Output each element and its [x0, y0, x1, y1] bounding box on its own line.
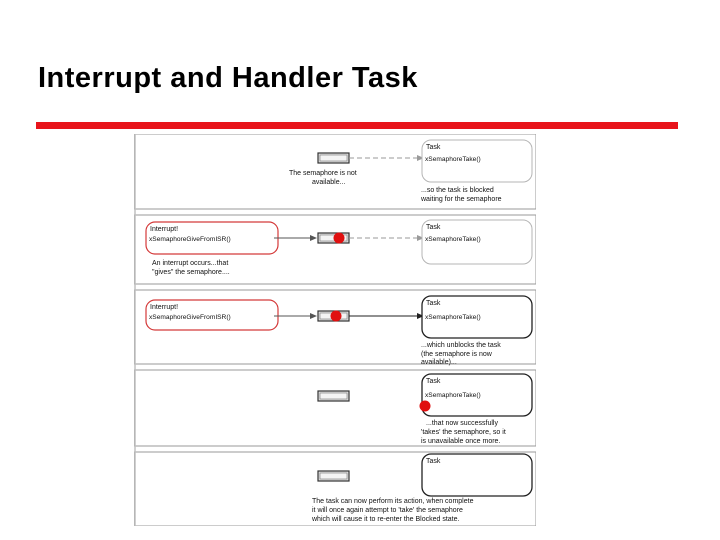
bottom-note-2: it will once again attempt to 'take' the semaphore: [312, 507, 463, 514]
panel-2: [146, 220, 532, 276]
isr-call: xSemaphoreGiveFromISR(): [149, 314, 231, 321]
panel-1: [289, 140, 532, 203]
bottom-note-3: which will cause it to re-enter the Blocked state.: [312, 516, 460, 523]
task-call: xSemaphoreTake(): [425, 392, 481, 399]
task-note-2: (the semaphore is now: [421, 351, 492, 358]
isr-note-1: An interrupt occurs...that: [152, 260, 229, 267]
task-label: Task: [426, 300, 441, 307]
title-underline: [36, 122, 678, 129]
bottom-note-1: The task can now perform its action, when complete: [312, 498, 474, 505]
isr-note-2: "gives" the semaphore....: [152, 269, 230, 276]
task-note-1: ...so the task is blocked: [421, 187, 494, 194]
panel-5: [311, 454, 532, 523]
task-note-1: ...which unblocks the task: [421, 342, 501, 349]
panel-4: [318, 374, 532, 445]
task-label: Task: [426, 458, 441, 465]
slide-title: Interrupt and Handler Task: [38, 62, 418, 94]
semaphore-note-2: available...: [312, 179, 346, 186]
task-call: xSemaphoreTake(): [425, 236, 481, 243]
task-call: xSemaphoreTake(): [425, 156, 481, 163]
task-call: xSemaphoreTake(): [425, 314, 481, 321]
task-label: Task: [426, 224, 441, 231]
task-note-3: available)...: [421, 359, 457, 366]
semaphore-diagram: [134, 134, 536, 526]
isr-label: Interrupt!: [150, 304, 179, 311]
task-note-1: ...that now successfully: [426, 420, 498, 427]
isr-label: Interrupt!: [150, 226, 179, 233]
panel-3: [146, 296, 532, 366]
task-label: Task: [426, 378, 441, 385]
semaphore-token: [331, 311, 342, 322]
semaphore-token: [420, 401, 431, 412]
semaphore-note-1: The semaphore is not: [289, 170, 357, 177]
isr-call: xSemaphoreGiveFromISR(): [149, 236, 231, 243]
task-label: Task: [426, 144, 441, 151]
semaphore-token: [334, 233, 345, 244]
task-note-2: waiting for the semaphore: [421, 196, 502, 203]
task-note-3: is unavailable once more.: [421, 438, 501, 445]
task-note-2: 'takes' the semaphore, so it: [421, 429, 506, 436]
